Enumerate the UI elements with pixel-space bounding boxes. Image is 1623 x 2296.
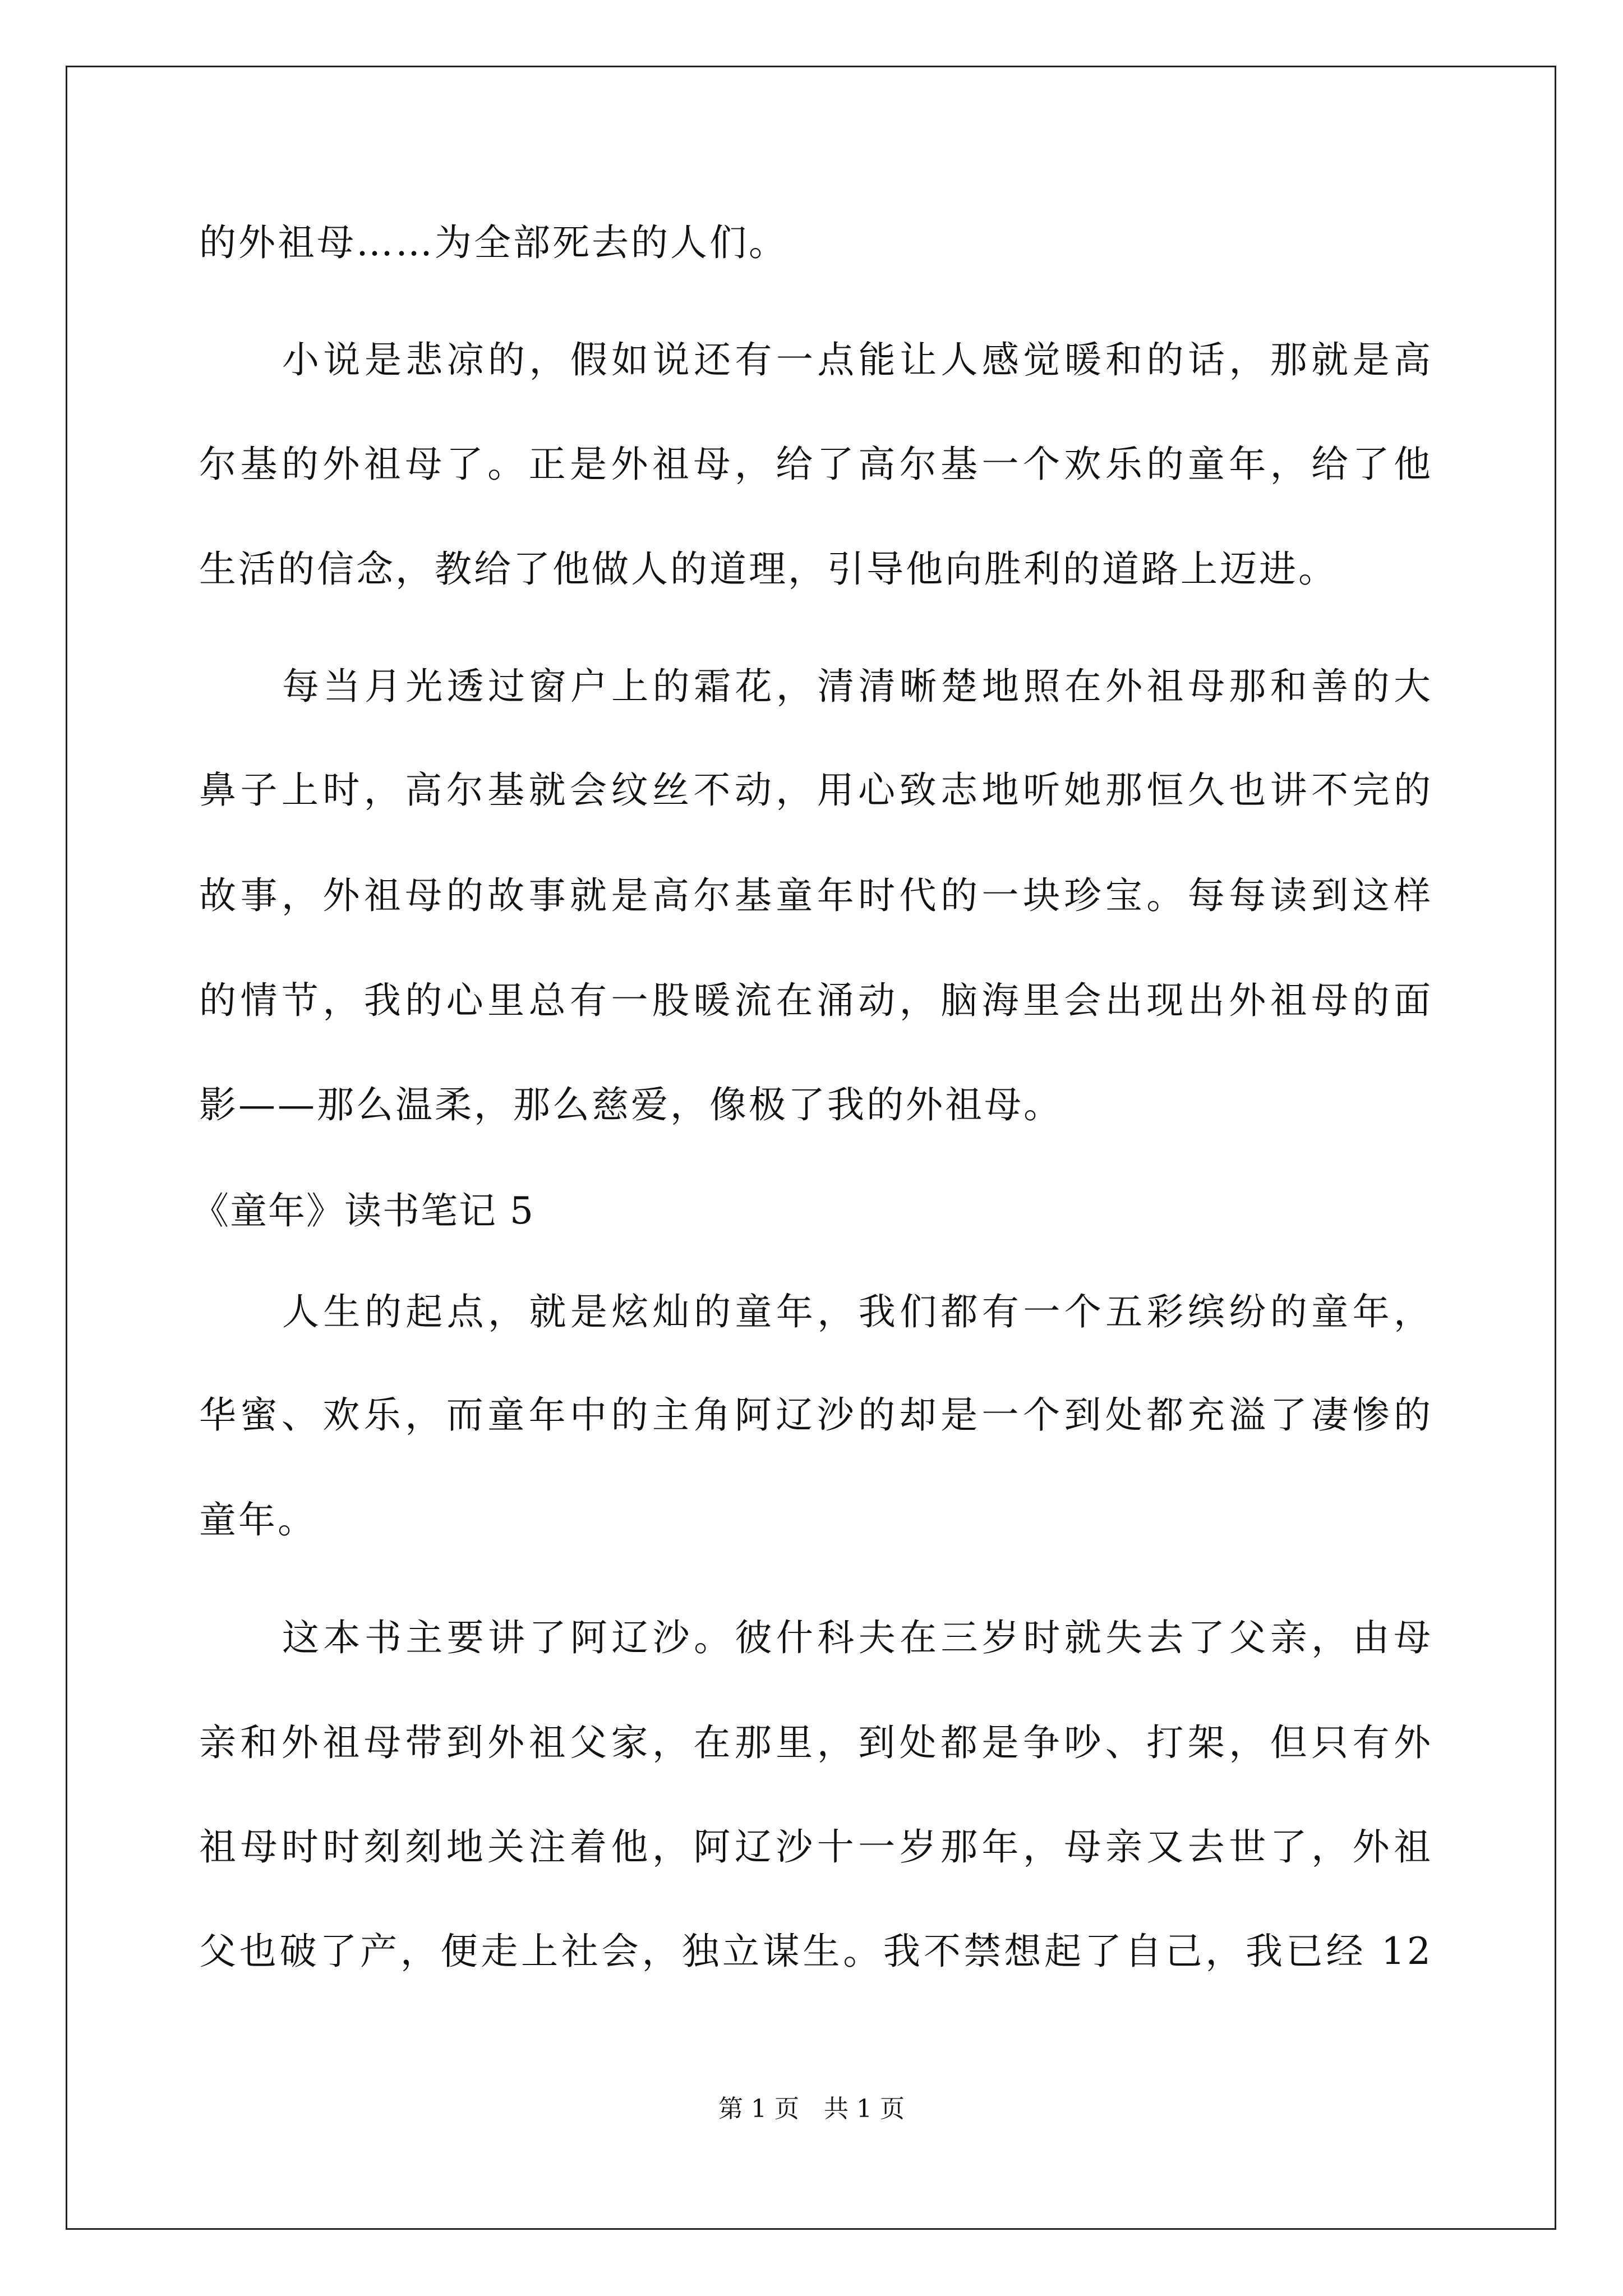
text-line: 华蜜、欢乐，而童年中的主角阿辽沙的却是一个到处都充溢了凄惨的 [199,1393,1433,1437]
text-line: 的情节，我的心里总有一股暖流在涌动，脑海里会出现出外祖母的面 [199,979,1433,1022]
text-line: 人生的起点，就是炫灿的童年，我们都有一个五彩缤纷的童年， [282,1290,1433,1333]
page-footer: 第 1 页 共 1 页 [718,2095,905,2123]
text-line: 影——那么温柔，那么慈爱，像极了我的外祖母。 [199,1083,1063,1126]
text-line: 亲和外祖母带到外祖父家，在那里，到处都是争吵、打架，但只有外 [199,1721,1433,1764]
text-line: 小说是悲凉的，假如说还有一点能让人感觉暖和的话，那就是高 [282,338,1433,381]
text-line: 童年。 [199,1498,317,1542]
section-title: 《童年》读书笔记 5 [192,1189,534,1232]
text-line: 每当月光透过窗户上的霜花，清清晰楚地照在外祖母那和善的大 [282,665,1433,708]
text-line: 故事，外祖母的故事就是高尔基童年时代的一块珍宝。每每读到这样 [199,874,1433,917]
text-line: 鼻子上时，高尔基就会纹丝不动，用心致志地听她那恒久也讲不完的 [199,769,1433,812]
text-line: 尔基的外祖母了。正是外祖母，给了高尔基一个欢乐的童年，给了他 [199,443,1433,486]
text-line: 父也破了产，便走上社会，独立谋生。我不禁想起了自己，我已经 12 [199,1930,1433,1973]
text-line: 祖母时时刻刻地关注着他，阿辽沙十一岁那年，母亲又去世了，外祖 [199,1825,1433,1869]
text-line: 生活的信念，教给了他做人的道理，引导他向胜利的道路上迈进。 [199,547,1338,591]
text-line: 这本书主要讲了阿辽沙。彼什科夫在三岁时就失去了父亲，由母 [282,1616,1433,1659]
text-line: 的外祖母……为全部死去的人们。 [199,221,788,264]
page-border [66,66,1556,2230]
